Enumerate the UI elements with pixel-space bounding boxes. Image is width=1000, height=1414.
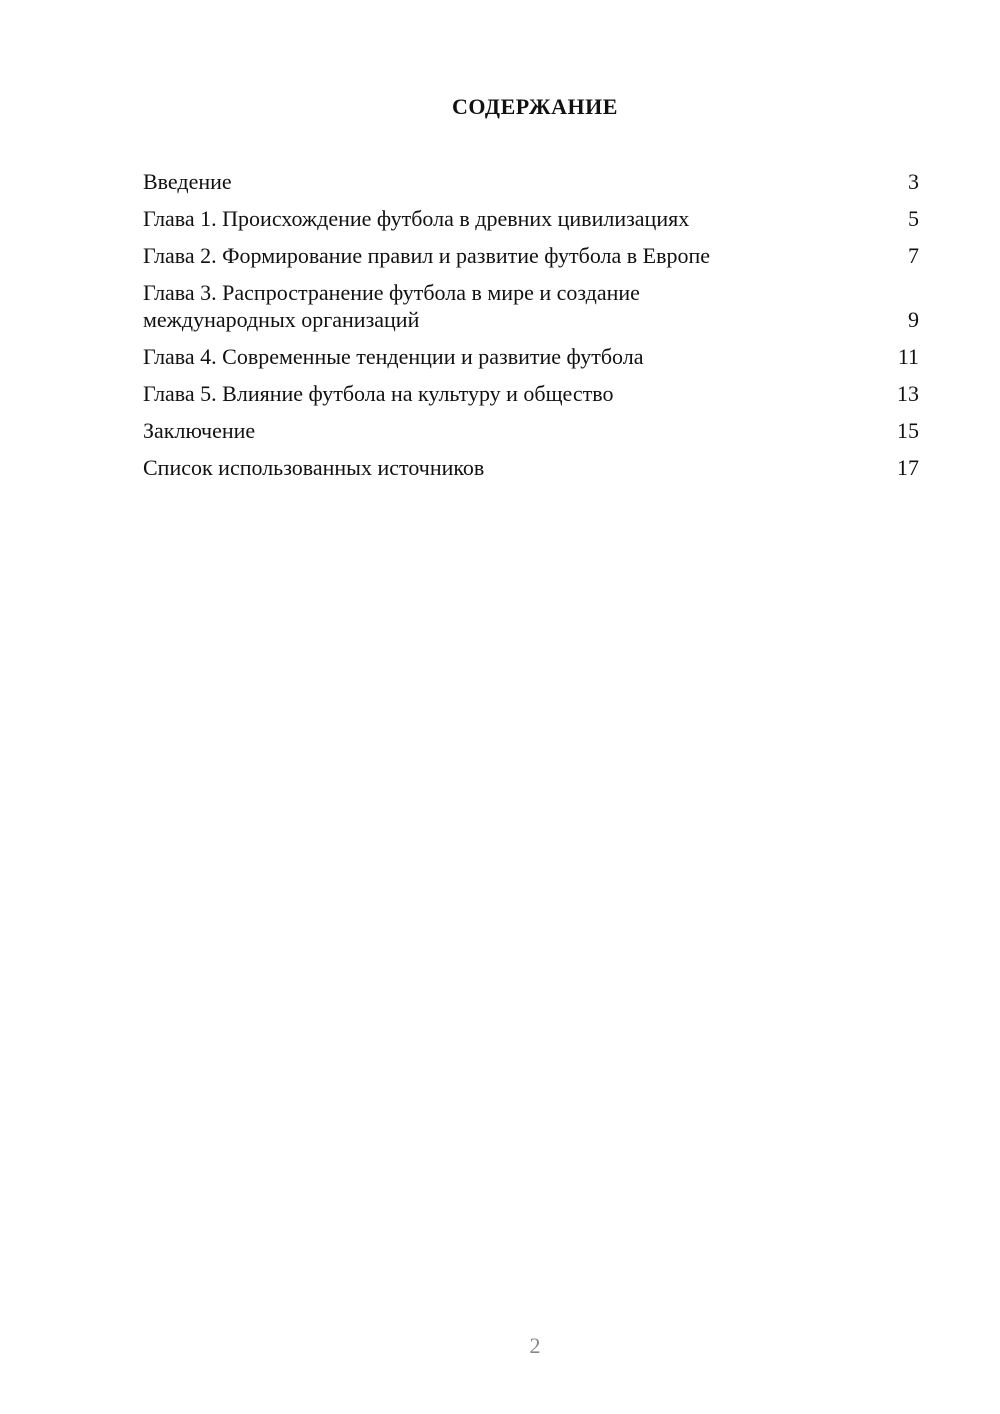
toc-entry-chapter-4 — [143, 343, 919, 370]
toc-entry-label: Глава 5. Влияние футбола на культуру и общество — [143, 381, 614, 406]
toc-entry-chapter-3 — [143, 279, 919, 333]
toc-entry-introduction — [143, 168, 919, 195]
toc-entry-chapter-1 — [143, 205, 919, 232]
toc-entry-page: 17 — [897, 455, 919, 480]
table-of-contents — [143, 168, 919, 491]
toc-entry-conclusion — [143, 417, 919, 444]
toc-entry-page: 11 — [897, 344, 919, 369]
toc-entry-label: Глава 4. Современные тенденции и развитие футбола — [143, 344, 644, 369]
toc-entry-label: Глава 1. Происхождение футбола в древних цивилизациях — [143, 206, 690, 231]
toc-entry-page: 15 — [897, 418, 919, 443]
toc-entry-chapter-2 — [143, 242, 919, 269]
toc-entry-label: Список использованных источников — [143, 455, 485, 480]
toc-entry-label: Глава 2. Формирование правил и развитие футбола в Европе — [143, 243, 711, 268]
page-number: 2 — [529, 1333, 541, 1358]
toc-entry-chapter-5 — [143, 380, 919, 407]
toc-entry-label: Заключение — [143, 418, 256, 443]
toc-entry-references — [143, 454, 919, 481]
toc-entry-page: 13 — [897, 381, 919, 406]
toc-entry-label: Глава 3. Распространение футбола в мире и создание международных организаций — [143, 280, 640, 332]
toc-entry-page: 5 — [908, 206, 919, 231]
toc-entry-label: Введение — [143, 169, 232, 194]
toc-entry-page: 7 — [908, 243, 919, 268]
toc-entry-page: 3 — [908, 169, 919, 194]
page-title: СОДЕРЖАНИЕ — [452, 94, 618, 119]
toc-entry-page: 9 — [908, 307, 919, 332]
